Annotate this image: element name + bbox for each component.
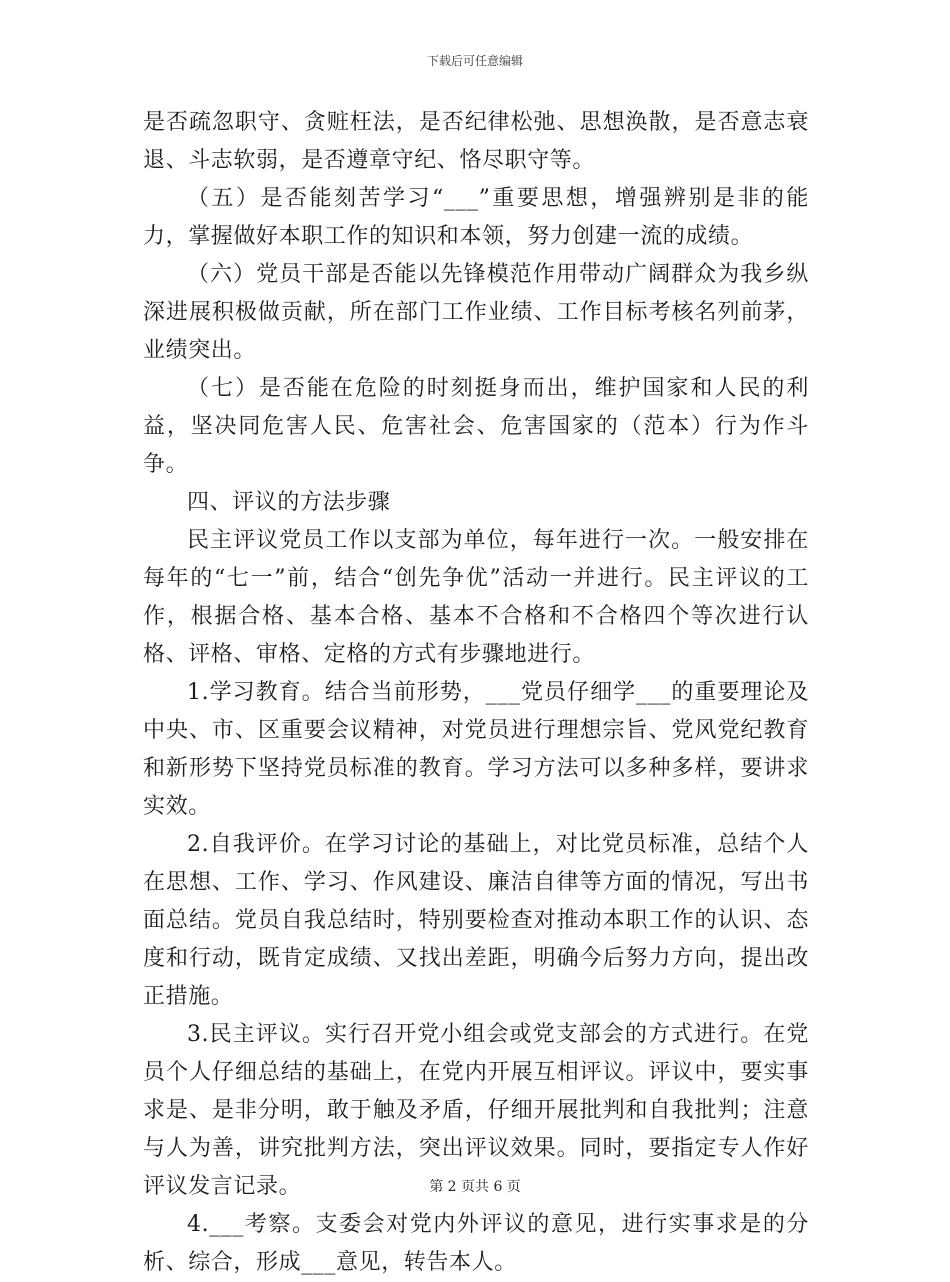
paragraph-10: 4.___考察。支委会对党内外评议的意见，进行实事求是的分析、综合，形成___意见，转告本人。: [143, 1212, 809, 1275]
paragraph-3: （六）党员干部是否能以先锋模范作用带动广阔群众为我乡纵深进展积极做贡献，所在部门工作业绩、工作目标考核名列前茅，业绩突出。: [143, 262, 809, 363]
paragraph-4: （七）是否能在危险的时刻挺身而出，维护国家和人民的利益，坚决同危害人民、危害社会、危害国家的（范本）行为作斗争。: [143, 376, 809, 477]
document-body: [143, 104, 809, 1282]
paragraph-6: 民主评议党员工作以支部为单位，每年进行一次。一般安排在每年的“七一”前，结合“创先争优”活动一并进行。民主评议的工作，根据合格、基本合格、基本不合格和不合格四个等次进行认格、评格、审格、定格的方式有步骤地进行。: [143, 528, 809, 667]
page-footer: 第 2 页共 6 页: [429, 1179, 521, 1195]
section-heading: 四、评议的方法步骤: [187, 490, 391, 515]
page-header: 下载后可任意编辑: [426, 54, 523, 68]
paragraph-1: 是否疏忽职守、贪赃枉法，是否纪律松弛、思想涣散，是否意志衰退、斗志软弱，是否遵章守纪、恪尽职守等。: [143, 110, 809, 173]
paragraph-2: （五）是否能刻苦学习“___”重要思想，增强辨别是非的能力，掌握做好本职工作的知识和本领，努力创建一流的成绩。: [143, 186, 809, 249]
paragraph-9: 3.民主评议。实行召开党小组会或党支部会的方式进行。在党员个人仔细总结的基础上，在党内开展互相评议。评议中，要实事求是、是非分明，敢于触及矛盾，仔细开展批判和自我批判；注意与人为善，讲究批判方法，突出评议效果。同时，要指定专人作好评议发言记录。: [143, 1022, 809, 1199]
paragraph-8: 2.自我评价。在学习讨论的基础上，对比党员标准，总结个人在思想、工作、学习、作风建设、廉洁自律等方面的情况，写出书面总结。党员自我总结时，特别要检查对推动本职工作的认识、态度和行动，既肯定成绩、又找出差距，明确今后努力方向，提出改正措施。: [143, 832, 809, 1009]
paragraph-7: 1.学习教育。结合当前形势，___党员仔细学___的重要理论及中央、市、区重要会议精神，对党员进行理想宗旨、党风党纪教育和新形势下坚持党员标准的教育。学习方法可以多种多样，要讲求实效。: [143, 680, 809, 819]
